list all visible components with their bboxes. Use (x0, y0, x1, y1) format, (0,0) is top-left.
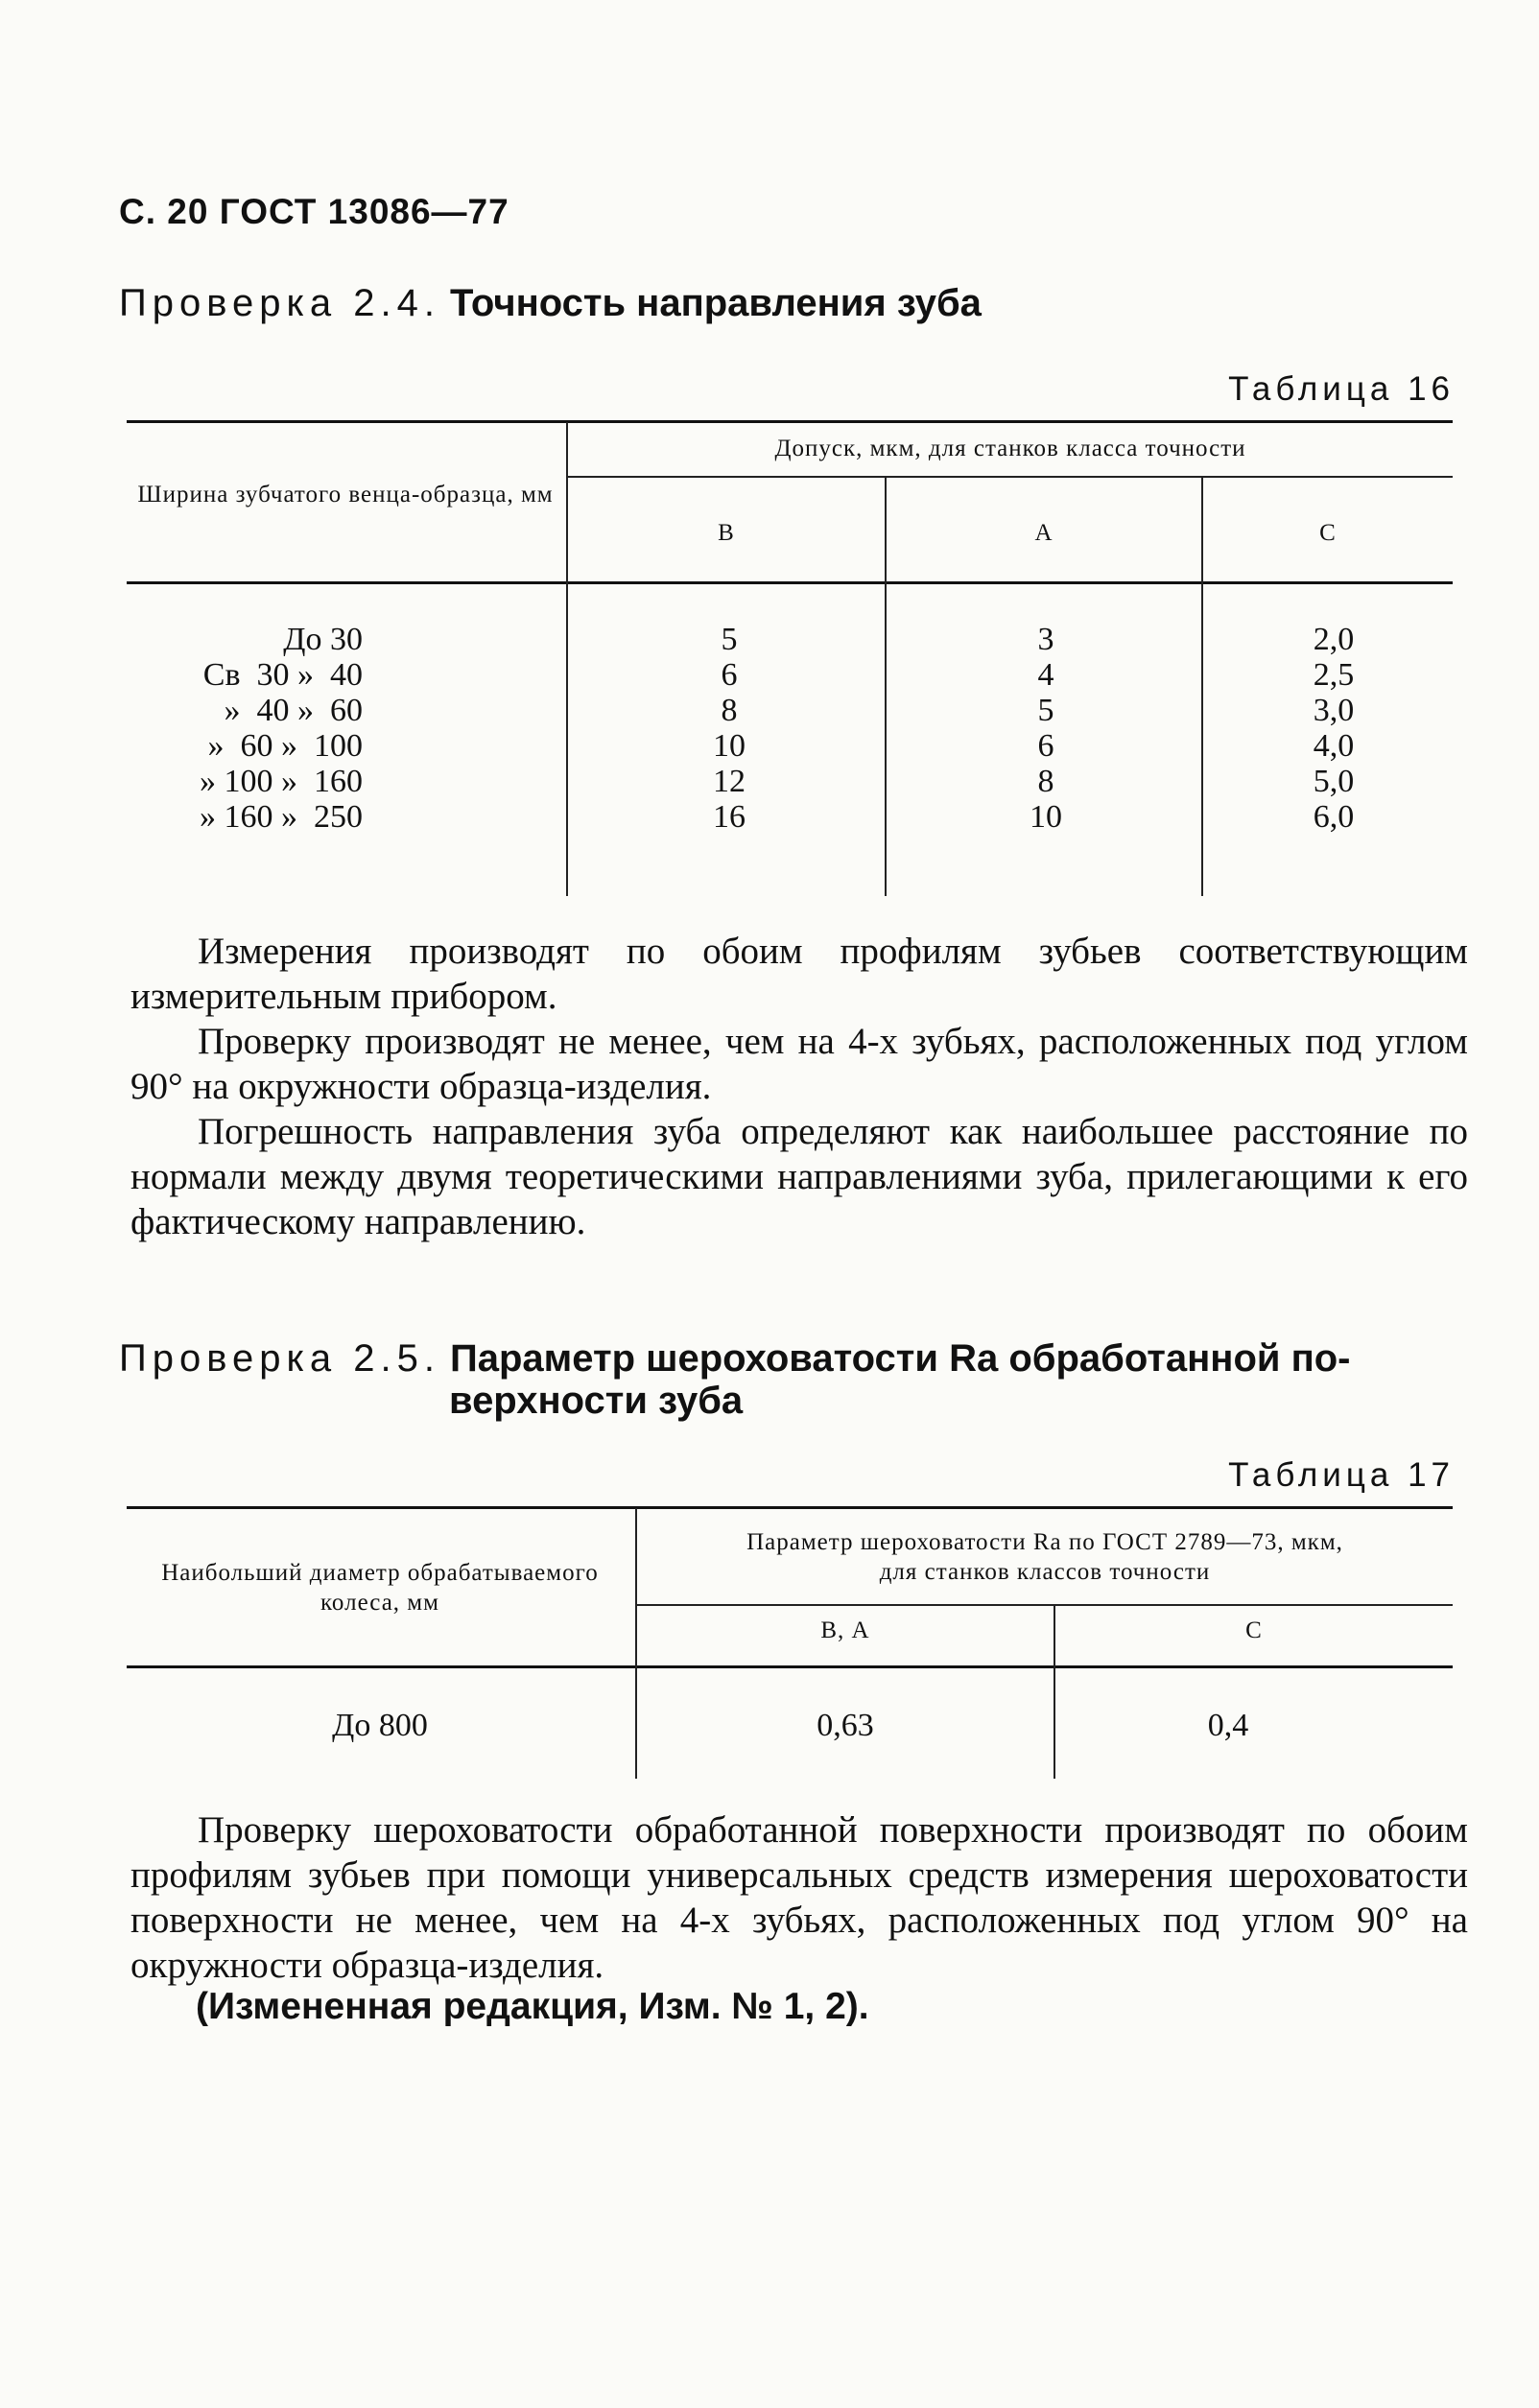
section-2-5-label: Проверка 2.5. (119, 1337, 440, 1380)
table-17-diameter: До 800 (332, 1708, 428, 1743)
table-row: Св 30 » 40 (202, 657, 363, 693)
paragraph-check-count: Проверку производят не менее, чем на 4-х зубьях, расположенных под углом 90° на окружности образца-изделия. (130, 1021, 1468, 1107)
table-16-header-width: Ширина зубчатого венца-образца, мм (137, 482, 554, 508)
section-2-5-heading (119, 1335, 1351, 1381)
table-17-col-c: С (1245, 1617, 1263, 1643)
paragraph-error-definition: Погрешность направления зуба определяют как наибольшее расстояние по нормали между двумя теоретическими направлениями зуба, прилегающими к его фактическому направлению. (130, 1111, 1468, 1242)
table-row: » 100 » 160 (200, 764, 363, 799)
table-16-header-tolerance: Допуск, мкм, для станков класса точности (774, 436, 1246, 461)
table-16-caption: Таблица 16 (1228, 370, 1455, 408)
section-2-4-title: Точность направления зуба (450, 282, 982, 324)
table-17-value-c: 0,4 (1207, 1708, 1249, 1743)
section-2-5-title-line1: Параметр шероховатости Ra обработанной по- (450, 1337, 1351, 1380)
table-17-caption: Таблица 17 (1228, 1456, 1455, 1494)
section-2-4-heading (119, 280, 982, 325)
table-17-value-ba: 0,63 (817, 1708, 874, 1743)
section-2-5-title-line2: верхности зуба (449, 1380, 744, 1422)
table-row: До 30 (283, 622, 363, 657)
revision-note: (Измененная редакция, Изм. № 1, 2). (196, 1986, 869, 2027)
table-16-values-b: 5 6 8 10 12 16 (713, 622, 746, 835)
paragraph-roughness-check: Проверку шероховатости обработанной поверхности производят по обоим профилям зубьев при помощи универсальных средств измерения шероховатости поверхности не менее, чем на 4-х зубьях, расположенных под углом 90° на окружности образца-изделия. (130, 1809, 1468, 1986)
table-17-header-roughness: Параметр шероховатости Ra по ГОСТ 2789—73, мкм, для станков классов точности (746, 1529, 1343, 1585)
table-16-col-a: А (1034, 520, 1054, 546)
table-16-col-b: В (718, 520, 735, 546)
table-16-col-c: С (1319, 520, 1337, 546)
table-17-header-diameter: Наибольший диаметр обрабатываемого колеса, мм (161, 1560, 599, 1616)
table-17-col-ba: В, А (820, 1617, 870, 1643)
paragraph-measurement: Измерения производят по обоим профилям зубьев соответствующим измерительным прибором. (130, 931, 1468, 1017)
table-16-values-a: 3 4 5 6 8 10 (1030, 622, 1062, 835)
table-row: » 60 » 100 (207, 728, 363, 764)
table-row: » 40 » 60 (224, 693, 363, 728)
page-header: С. 20 ГОСТ 13086—77 (119, 192, 509, 231)
table-16-widths (127, 622, 363, 835)
table-16-values-c: 2,0 2,5 3,0 4,0 5,0 6,0 (1313, 622, 1355, 835)
section-2-4-label: Проверка 2.4. (119, 282, 440, 324)
table-row: » 160 » 250 (200, 799, 363, 835)
